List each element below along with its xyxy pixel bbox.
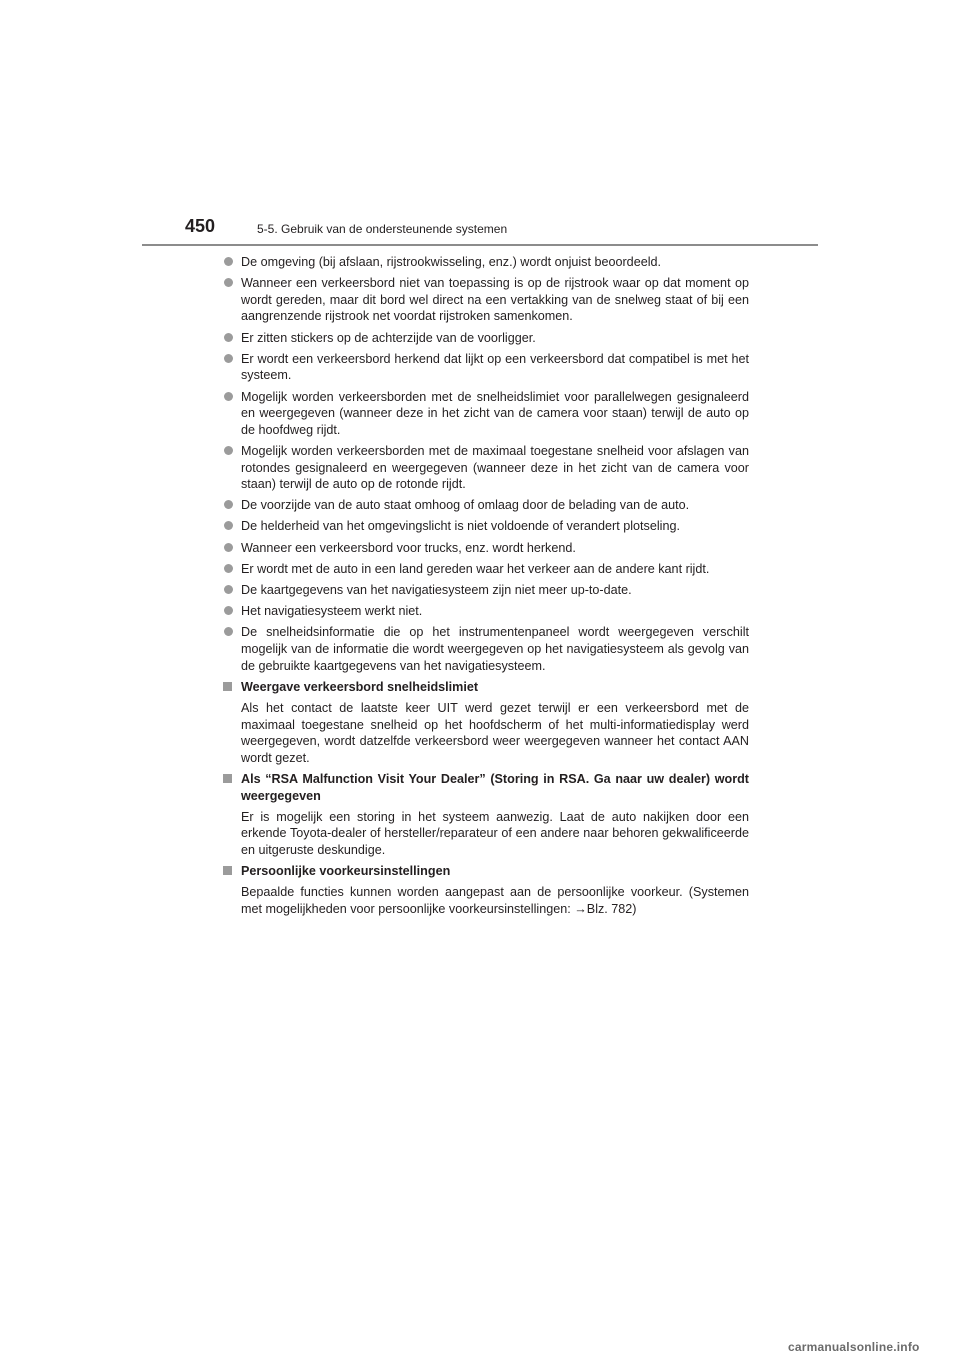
section-rsa-malfunction — [223, 771, 749, 859]
bullet-square-icon — [223, 866, 232, 875]
list-item: Er wordt een verkeersbord herkend dat lijkt op een verkeersbord dat compatibel is met het systeem. — [223, 351, 749, 384]
bullet-square-icon — [223, 682, 232, 691]
section-speed-limit-display — [223, 679, 749, 767]
bullet-circle-icon — [224, 446, 233, 455]
page-header — [142, 212, 818, 246]
bullet-circle-icon — [224, 354, 233, 363]
watermark: carmanualsonline.info — [788, 1340, 920, 1354]
list-item: De snelheidsinformatie die op het instrumentenpaneel wordt weergegeven verschilt mogelijk van de informatie die wordt weergegeven op het navigatiesysteem als gevolg van de gebruikte kaartgegevens van het navigatiesysteem. — [223, 624, 749, 674]
list-item: Wanneer een verkeersbord niet van toepassing is op de rijstrook waar op dat moment op wordt gereden, maar dit bord wel direct na een vertakking van de snelweg staat of bij een aangrenzende rijstrook net voordat rijstroken samenkomen. — [223, 275, 749, 325]
bullet-circle-icon — [224, 333, 233, 342]
section-title: 5-5. Gebruik van de ondersteunende systemen — [257, 222, 508, 236]
bullet-circle-icon — [224, 564, 233, 573]
bullet-circle-icon — [224, 257, 233, 266]
bullet-circle-icon — [224, 543, 233, 552]
section-heading: Als “RSA Malfunction Visit Your Dealer” (Storing in RSA. Ga naar uw dealer) wordt weergegeven — [241, 771, 749, 803]
page-content — [223, 254, 749, 922]
bullet-circle-icon — [224, 392, 233, 401]
list-item: De omgeving (bij afslaan, rijstrookwisseling, enz.) wordt onjuist beoordeeld. — [223, 254, 749, 271]
list-item: Mogelijk worden verkeersborden met de snelheidslimiet voor parallelwegen gesignaleerd en weergegeven (wanneer deze in het zicht van de camera voor staan) terwijl de auto op de hoofdweg rijdt. — [223, 389, 749, 439]
list-item: Er zitten stickers op de achterzijde van de voorligger. — [223, 330, 749, 347]
section-heading: Persoonlijke voorkeursinstellingen — [241, 864, 451, 879]
bullet-circle-icon — [224, 521, 233, 530]
bullet-circle-icon — [224, 278, 233, 287]
list-item: Het navigatiesysteem werkt niet. — [223, 603, 749, 620]
page-number: 450 — [185, 216, 216, 236]
bullet-square-icon — [223, 774, 232, 783]
condition-list — [223, 254, 749, 674]
section-heading: Weergave verkeersbord snelheidslimiet — [241, 679, 479, 694]
list-item: Wanneer een verkeersbord voor trucks, enz. wordt herkend. — [223, 540, 749, 557]
list-item: Mogelijk worden verkeersborden met de maximaal toegestane snelheid voor afslagen van rotondes gesignaleerd en weergegeven (wanneer deze in het zicht van de camera voor staan) terwijl de auto op de rotonde rijdt. — [223, 443, 749, 493]
bullet-circle-icon — [224, 585, 233, 594]
list-item: Er wordt met de auto in een land gereden waar het verkeer aan de andere kant rijdt. — [223, 561, 749, 578]
bullet-circle-icon — [224, 500, 233, 509]
list-item: De kaartgegevens van het navigatiesysteem zijn niet meer up-to-date. — [223, 582, 749, 599]
section-body: Bepaalde functies kunnen worden aangepast aan de persoonlijke voorkeur. (Systemen met mogelijkheden voor persoonlijke voorkeursinstellingen: →Blz. 782) — [241, 885, 749, 916]
section-body: Als het contact de laatste keer UIT werd gezet terwijl er een verkeersbord met de maximaal toegestane snelheid op het hoofdscherm of het multi-informatiedisplay werd weergegeven, wordt datzelfde verkeersbord weer weergegeven wanneer het contact AAN wordt gezet. — [241, 700, 749, 765]
section-body: Er is mogelijk een storing in het systeem aanwezig. Laat de auto nakijken door een erkende Toyota-dealer of hersteller/reparateur of een andere naar behoren gekwalificeerde en uitgeruste deskundige. — [241, 809, 749, 857]
bullet-circle-icon — [224, 627, 233, 636]
bullet-circle-icon — [224, 606, 233, 615]
list-item: De voorzijde van de auto staat omhoog of omlaag door de belading van de auto. — [223, 497, 749, 514]
section-personal-settings — [223, 863, 749, 917]
header-divider — [142, 244, 818, 246]
list-item: De helderheid van het omgevingslicht is niet voldoende of verandert plotseling. — [223, 518, 749, 535]
